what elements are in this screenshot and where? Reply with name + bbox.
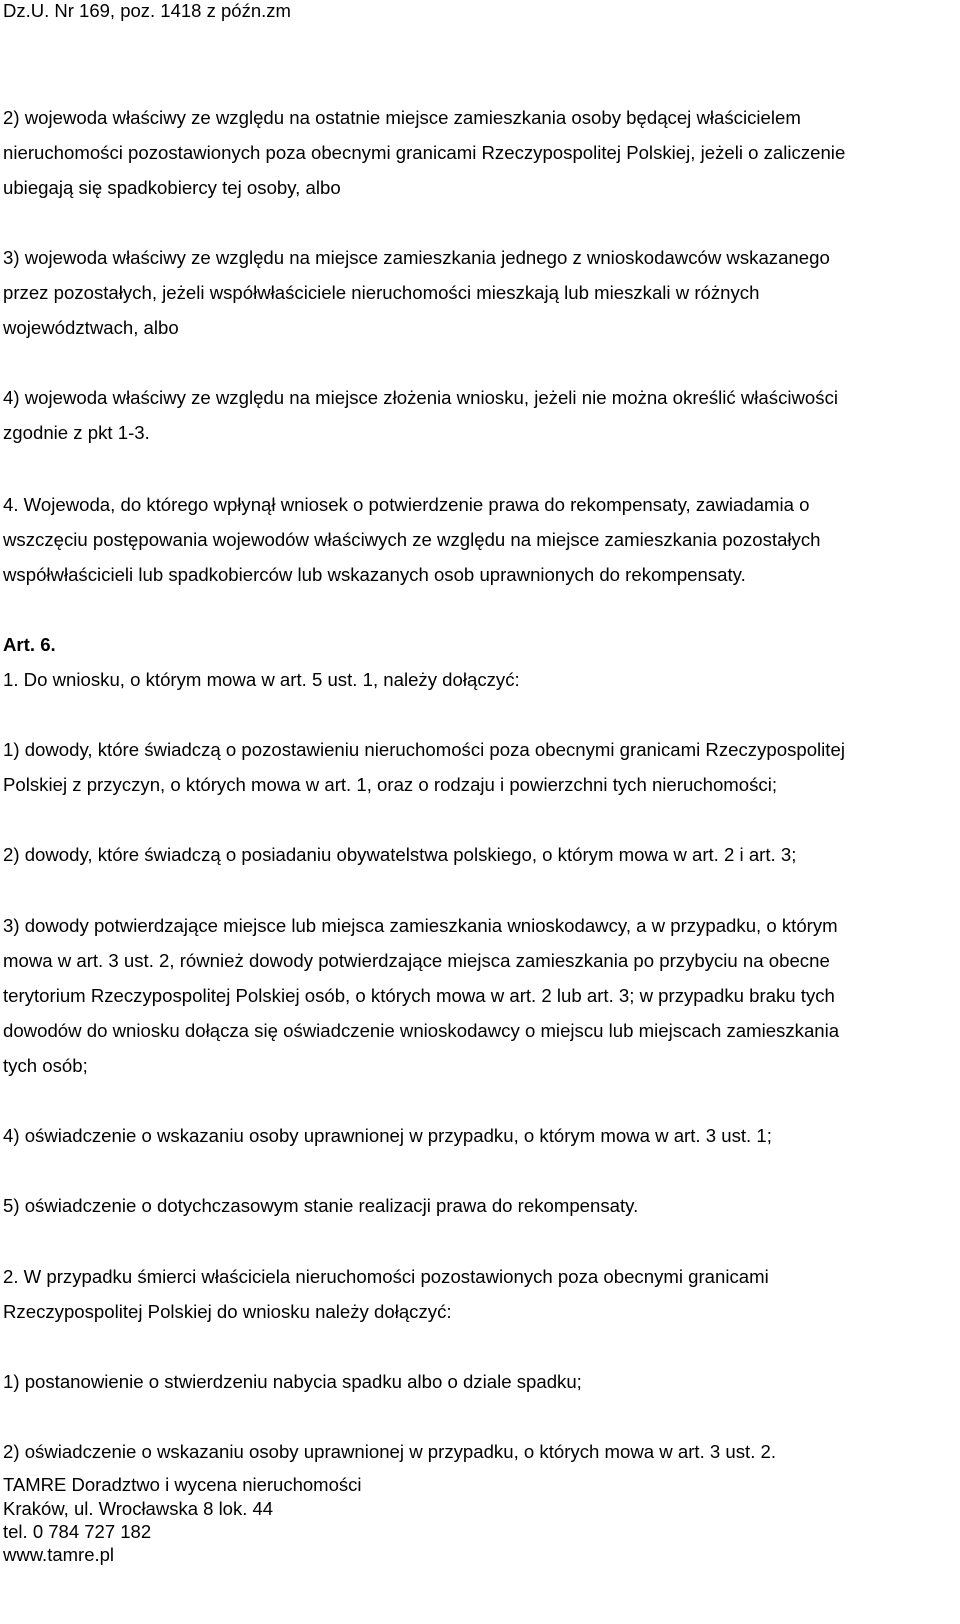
- paragraph-line: zgodnie z pkt 1-3.: [3, 422, 150, 443]
- paragraph-line: 2) oświadczenie o wskazaniu osoby uprawnionej w przypadku, o których mowa w art. 3 ust. 2.: [3, 1441, 777, 1462]
- paragraph-line: 5) oświadczenie o dotychczasowym stanie realizacji prawa do rekompensaty.: [3, 1195, 639, 1216]
- paragraph-line: 1. Do wniosku, o którym mowa w art. 5 ust. 1, należy dołączyć:: [3, 669, 520, 690]
- article-heading: Art. 6.: [3, 634, 56, 655]
- paragraph-line: dowodów do wniosku dołącza się oświadczenie wnioskodawcy o miejscu lub miejscach zamieszkania: [3, 1020, 840, 1041]
- paragraph-line: 4. Wojewoda, do którego wpłynął wniosek o potwierdzenie prawa do rekompensaty, zawiadamia o: [3, 494, 810, 515]
- footer-address: Kraków, ul. Wrocławska 8 lok. 44: [3, 1498, 274, 1519]
- paragraph-line: 3) dowody potwierdzające miejsce lub miejsca zamieszkania wnioskodawcy, a w przypadku, o którym: [3, 915, 838, 936]
- paragraph-line: Rzeczypospolitej Polskiej do wniosku należy dołączyć:: [3, 1301, 452, 1322]
- paragraph-line: Polskiej z przyczyn, o których mowa w art. 1, oraz o rodzaju i powierzchni tych nieruchomości;: [3, 774, 778, 795]
- paragraph-line: tych osób;: [3, 1055, 88, 1076]
- paragraph-line: 4) oświadczenie o wskazaniu osoby uprawnionej w przypadku, o którym mowa w art. 3 ust. 1;: [3, 1125, 772, 1146]
- paragraph-line: ubiegają się spadkobiercy tej osoby, albo: [3, 177, 341, 198]
- paragraph-line: mowa w art. 3 ust. 2, również dowody potwierdzające miejsca zamieszkania po przybyciu na obecne: [3, 950, 830, 971]
- footer-phone: tel. 0 784 727 182: [3, 1521, 152, 1542]
- paragraph-line: 4) wojewoda właściwy ze względu na miejsce złożenia wniosku, jeżeli nie można określić właściwości: [3, 387, 838, 408]
- paragraph-line: nieruchomości pozostawionych poza obecnymi granicami Rzeczypospolitej Polskiej, jeżeli o zaliczenie: [3, 142, 846, 163]
- paragraph-line: 1) postanowienie o stwierdzeniu nabycia spadku albo o dziale spadku;: [3, 1371, 582, 1392]
- paragraph-line: 2. W przypadku śmierci właściciela nieruchomości pozostawionych poza obecnymi granicami: [3, 1266, 769, 1287]
- paragraph-line: 1) dowody, które świadczą o pozostawieniu nieruchomości poza obecnymi granicami Rzeczypospolitej: [3, 739, 845, 760]
- paragraph-line: województwach, albo: [3, 317, 179, 338]
- footer-website-link[interactable]: www.tamre.pl: [3, 1544, 115, 1565]
- footer-company: TAMRE Doradztwo i wycena nieruchomości: [3, 1474, 362, 1495]
- paragraph-line: wszczęciu postępowania wojewodów właściwych ze względu na miejsce zamieszkania pozostałych: [3, 529, 821, 550]
- paragraph-line: przez pozostałych, jeżeli współwłaściciele nieruchomości mieszkają lub mieszkali w różnych: [3, 282, 760, 303]
- paragraph-line: 2) dowody, które świadczą o posiadaniu obywatelstwa polskiego, o którym mowa w art. 2 i art. 3;: [3, 844, 797, 865]
- paragraph-line: współwłaścicieli lub spadkobierców lub wskazanych osob uprawnionych do rekompensaty.: [3, 564, 746, 585]
- paragraph-line: terytorium Rzeczypospolitej Polskiej osób, o których mowa w art. 2 lub art. 3; w przypadku braku tych: [3, 985, 835, 1006]
- paragraph-line: 3) wojewoda właściwy ze względu na miejsce zamieszkania jednego z wnioskodawców wskazanego: [3, 247, 830, 268]
- paragraph-line: 2) wojewoda właściwy ze względu na ostatnie miejsce zamieszkania osoby będącej właścicielem: [3, 107, 801, 128]
- document-header: Dz.U. Nr 169, poz. 1418 z późn.zm: [3, 0, 291, 21]
